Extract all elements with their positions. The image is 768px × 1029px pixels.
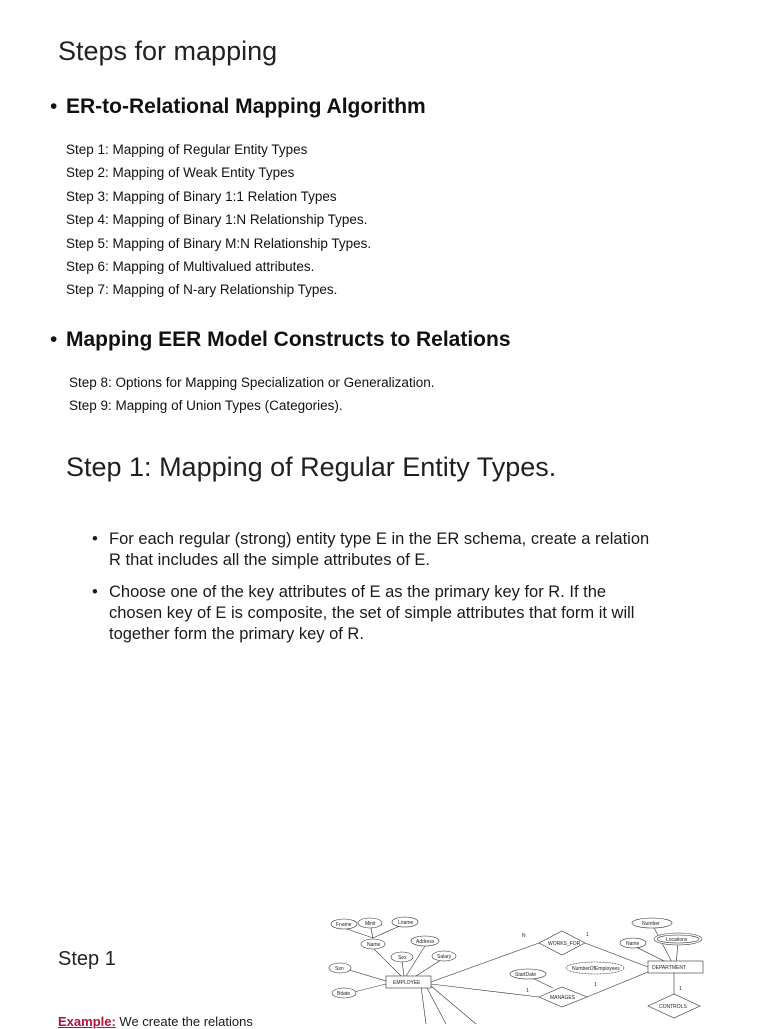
svg-text:DEPARTMENT: DEPARTMENT — [652, 965, 686, 971]
svg-text:1: 1 — [526, 988, 529, 994]
example-caption — [58, 1014, 253, 1029]
list-item-step-6: Step 6: Mapping of Multivalued attributes. — [66, 259, 315, 275]
svg-text:1: 1 — [594, 982, 597, 988]
bullet-point-1 — [92, 529, 652, 571]
section-heading-text: ER-to-Relational Mapping Algorithm — [66, 95, 426, 118]
svg-text:Fname: Fname — [336, 922, 352, 928]
svg-text:Minit: Minit — [365, 921, 376, 927]
list-item-step-2: Step 2: Mapping of Weak Entity Types — [66, 165, 295, 181]
slide-title-steps-for-mapping: Steps for mapping — [58, 36, 278, 66]
svg-text:Address: Address — [416, 939, 435, 945]
svg-text:Locations: Locations — [666, 937, 688, 943]
bullet-point-2 — [92, 582, 652, 645]
bullet-mark: • — [50, 95, 58, 118]
svg-text:EMPLOYEE: EMPLOYEE — [393, 980, 421, 986]
svg-text:MANAGES: MANAGES — [550, 995, 576, 1001]
list-item-step-7: Step 7: Mapping of N-ary Relationship Types. — [66, 282, 338, 298]
svg-text:Number: Number — [642, 921, 660, 927]
example-text: We create the relations — [115, 1014, 253, 1029]
svg-text:Name: Name — [626, 941, 640, 947]
svg-text:Name: Name — [367, 942, 381, 948]
slide-title-step1-regular-entity: Step 1: Mapping of Regular Entity Types. — [66, 452, 557, 482]
list-item-step-3: Step 3: Mapping of Binary 1:1 Relation Types — [66, 188, 337, 204]
svg-text:N: N — [522, 933, 526, 939]
section-heading-eer-mapping — [50, 328, 511, 352]
bullet-point-text: For each regular (strong) entity type E in the ER schema, create a relation R that includes all the simple attributes of E. — [109, 530, 650, 569]
list-item-step-8: Step 8: Options for Mapping Specialization or Generalization. — [69, 375, 435, 390]
svg-text:WORKS_FOR: WORKS_FOR — [548, 941, 581, 947]
section-heading-er-to-relational — [50, 95, 426, 119]
slide-title-step1: Step 1 — [58, 948, 116, 970]
svg-text:1: 1 — [586, 932, 589, 938]
list-item-step-1: Step 1: Mapping of Regular Entity Types — [66, 142, 308, 157]
svg-text:1: 1 — [679, 986, 682, 992]
svg-text:Bdate: Bdate — [337, 991, 351, 997]
svg-text:CONTROLS: CONTROLS — [659, 1004, 687, 1010]
er-diagram — [326, 906, 710, 1024]
bullet-point-text: Choose one of the key attributes of E as the primary key for R. If the chosen key of E is composite, the set of simple attributes that form it will together form the primary key of R. — [109, 583, 635, 643]
bullet-mark: • — [92, 530, 98, 548]
svg-text:Lname: Lname — [398, 920, 414, 926]
svg-text:Salary: Salary — [437, 954, 452, 960]
svg-text:NumberOfEmployees: NumberOfEmployees — [572, 966, 620, 972]
example-label: Example: — [58, 1014, 116, 1029]
bullet-mark: • — [92, 583, 98, 601]
svg-text:Ssn: Ssn — [335, 966, 344, 972]
list-item-step-4: Step 4: Mapping of Binary 1:N Relationship Types. — [66, 212, 368, 228]
bullet-mark: • — [50, 328, 58, 351]
er-mapping-steps-list — [66, 138, 371, 302]
eer-mapping-steps-list — [69, 371, 434, 418]
list-item-step-5: Step 5: Mapping of Binary M:N Relationship Types. — [66, 235, 372, 251]
svg-text:StartDate: StartDate — [515, 972, 537, 978]
list-item-step-9: Step 9: Mapping of Union Types (Categories). — [69, 398, 343, 414]
svg-text:Sex: Sex — [398, 955, 407, 961]
section-heading-text: Mapping EER Model Constructs to Relations — [66, 328, 511, 351]
